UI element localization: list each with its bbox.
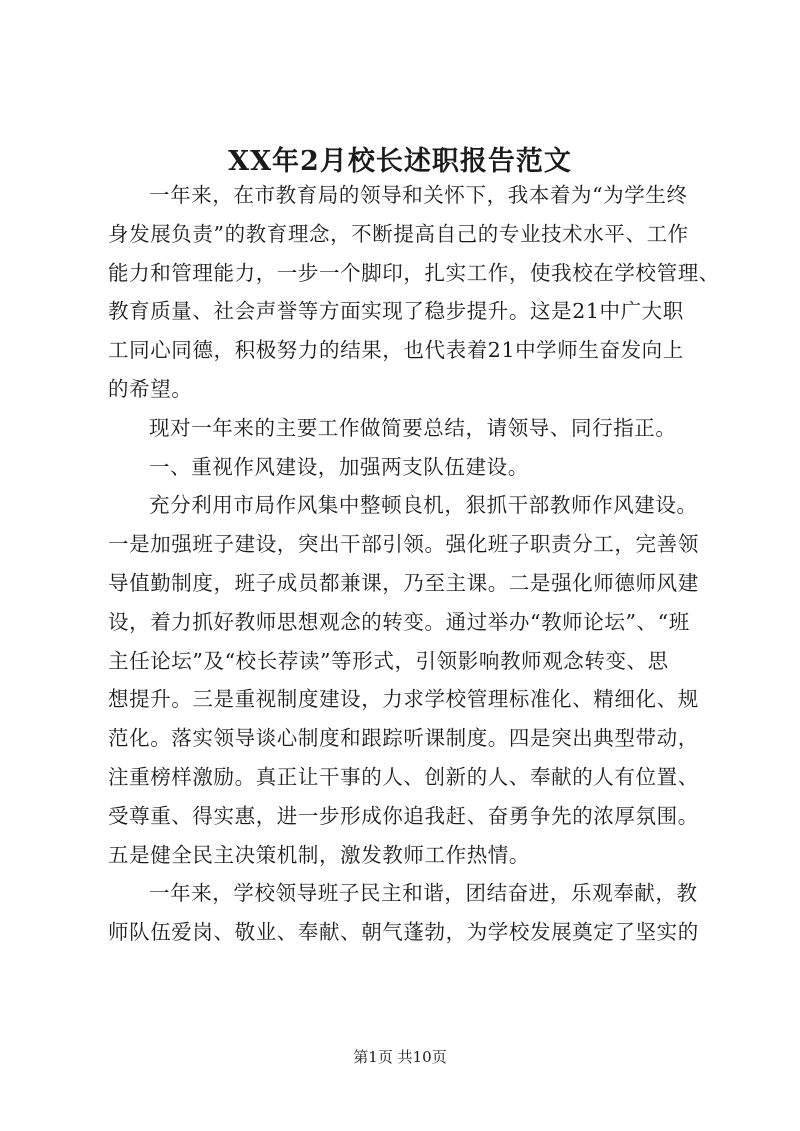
text-line: 现对一年来的主要工作做简要总结，请领导、同行指正。	[149, 415, 677, 440]
text-line: 导值勤制度，班子成员都兼课，乃至主课。二是强化师德师风建	[108, 570, 699, 595]
text-line: 一年来，在市教育局的领导和关怀下，我本着为“为学生终	[149, 183, 688, 207]
text-line: 主任论坛”及“校长荐读”等形式，引领影响教师观念转变、思	[108, 648, 669, 673]
text-line: 想提升。三是重视制度建设，力求学校管理标准化、精细化、规	[108, 687, 699, 712]
section-heading: 一、重视作风建设，加强两支队伍建设。	[149, 454, 529, 479]
text-line: 一是加强班子建设，突出干部引领。强化班子职责分工，完善领	[108, 532, 699, 557]
text-line: 注重榜样激励。真正让干事的人、创新的人、奉献的人有位置、	[108, 764, 699, 789]
text-line: 师队伍爱岗、敬业、奉献、朝气蓬勃，为学校发展奠定了坚实的	[108, 920, 699, 945]
text-line: 充分利用市局作风集中整顿良机，狠抓干部教师作风建设。	[149, 493, 698, 518]
text-line: 五是健全民主决策机制，激发教师工作热情。	[108, 842, 530, 867]
text-line: 受尊重、得实惠，进一步形成你追我赶、奋勇争先的浓厚氛围。	[108, 803, 699, 828]
text-line: 设，着力抓好教师思想观念的转变。通过举办“教师论坛”、“班	[108, 609, 690, 634]
text-line: 教育质量、社会声誉等方面实现了稳步提升。这是21中广大职	[108, 299, 684, 324]
text-line: 身发展负责”的教育理念，不断提高自己的专业技术水平、工作	[108, 221, 689, 246]
text-line: 一年来，学校领导班子民主和谐，团结奋进，乐观奉献，教	[149, 881, 698, 906]
document-title: XX年2月校长述职报告范文	[228, 146, 572, 177]
text-line: 的希望。	[108, 376, 193, 401]
page-footer: 第1页 共10页	[353, 1048, 447, 1066]
document-body	[108, 176, 718, 952]
text-line: 能力和管理能力，一步一个脚印，扎实工作，使我校在学校管理、	[108, 260, 720, 285]
text-line: 工同心同德，积极努力的结果，也代表着21中学师生奋发向上	[108, 338, 684, 363]
text-line: 范化。落实领导谈心制度和跟踪听课制度。四是突出典型带动，	[108, 726, 699, 751]
